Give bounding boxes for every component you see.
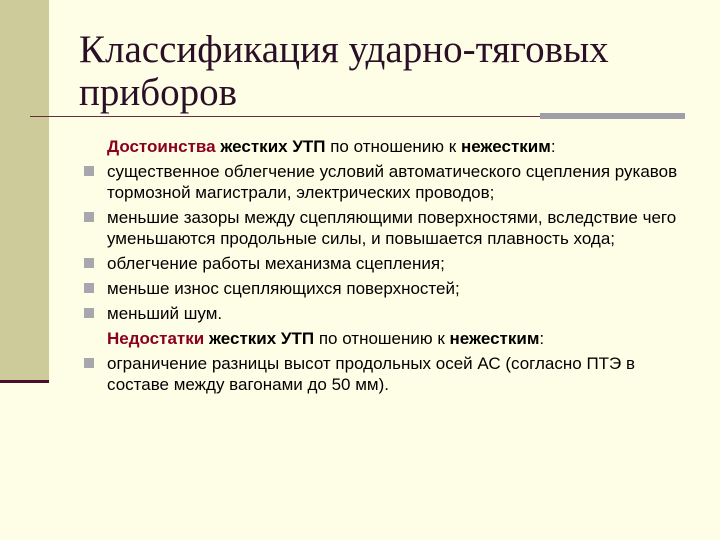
advantages-colon: : <box>550 137 556 156</box>
list-item-text: облегчение работы механизма сцепления; <box>107 254 445 273</box>
square-bullet-icon <box>84 358 94 368</box>
square-bullet-icon <box>84 308 94 318</box>
disadvantages-target: нежестким <box>449 329 540 348</box>
list-item <box>84 278 694 299</box>
square-bullet-icon <box>84 283 94 293</box>
divider-accent <box>540 113 685 119</box>
square-bullet-icon <box>84 258 94 268</box>
slide-content <box>84 136 694 399</box>
disadvantages-subject: жестких УТП <box>208 329 315 348</box>
list-item-text: меньший шум. <box>107 304 223 323</box>
left-decorative-bar <box>0 0 49 381</box>
advantages-label: Достоинства <box>107 137 216 156</box>
list-item <box>84 161 694 203</box>
disadvantages-heading <box>84 328 694 349</box>
square-bullet-icon <box>84 212 94 222</box>
disadvantages-label: Недостатки <box>107 329 205 348</box>
slide-title: Классификация ударно-тяговых приборов <box>79 28 609 114</box>
list-item-text: существенное облегчение условий автоматического сцепления рукавов тормозной магистрали, электрических проводов; <box>107 162 678 202</box>
disadvantages-mid: по отношению к <box>314 329 450 348</box>
list-item <box>84 253 694 274</box>
list-item-text: меньшие зазоры между сцепляющими поверхностями, вследствие чего уменьшаются продольные силы, и повышается плавность хода; <box>107 208 677 248</box>
list-item-text: ограничение разницы высот продольных осей АС (согласно ПТЭ в составе между вагонами до 50 мм). <box>107 354 636 394</box>
advantages-mid: по отношению к <box>325 137 461 156</box>
square-bullet-icon <box>84 166 94 176</box>
list-item <box>84 353 694 395</box>
list-item <box>84 207 694 249</box>
list-item-text: меньше износ сцепляющихся поверхностей; <box>107 279 460 298</box>
disadvantages-colon: : <box>539 329 545 348</box>
list-item <box>84 303 694 324</box>
left-bar-underline <box>0 380 49 383</box>
advantages-target: нежестким <box>460 137 551 156</box>
advantages-subject: жестких УТП <box>220 137 326 156</box>
advantages-heading <box>84 136 694 157</box>
